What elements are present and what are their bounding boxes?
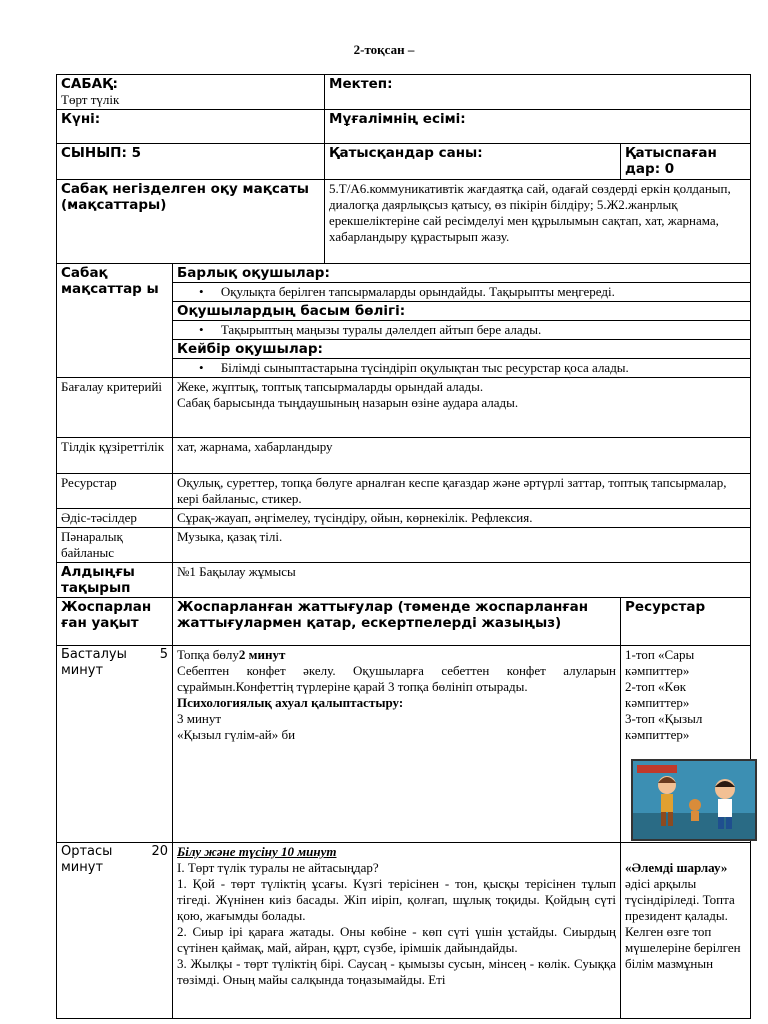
cartoon-illustration (633, 761, 755, 839)
assessment-label: Бағалау критерийі (61, 379, 163, 394)
teacher-label: Мұғалімнің есімі: (329, 111, 466, 127)
cartoon-dance-image (631, 759, 757, 841)
plan-resources-header: Ресурстар (625, 599, 706, 615)
start-paragraph: Себептен конфет әкелу. Оқушыларға себеттен конфет алуларын сұраймын.Конфеттің түрлеріне қарай 3 топқа бөлініп отырады. (177, 663, 617, 694)
dance-activity: «Қызыл гүлім-ай» би (177, 727, 296, 742)
some-students-heading: Кейбір оқушылар: (177, 341, 323, 357)
lesson-label: САБАҚ: (61, 76, 118, 92)
assessment-line-1: Жеке, жұптық, топтық тапсырмаларды орындай алады. (177, 379, 484, 394)
all-students-heading: Барлық оқушылар: (177, 265, 330, 281)
planned-time-header: Жоспарлан ған уақыт (61, 599, 152, 631)
resources-value: Оқулық, суреттер, топқа бөлуге арналған кеспе қағаздар және әртүрлі заттар, топтық тапсырмалар, кері байланыс, стикер. (177, 475, 727, 506)
middle-paragraph-1: 1. Қой - төрт түліктің ұсағы. Күзгі терісінен - тон, қысқы терісінен тұлып тігеді. Жүнінен киіз басады. Жіп иіріп, қолғап, шұлық тоқиды. Қойдың сүті қою, жағымды болады. (177, 876, 617, 923)
some-students-item: Білімді сыныптастарына түсіндіріп оқулықтан тыс ресурстар қоса алады. (220, 360, 629, 375)
school-cell (325, 75, 751, 110)
present-label: Қатысқандар саны: (329, 145, 483, 161)
psych-duration: 3 минут (177, 711, 222, 726)
assessment-line-2: Сабақ барысында тыңдаушының назарын өзіне аудара алады. (177, 395, 519, 410)
group-1-resource: 1-топ «Сары кәмпиттер» (625, 647, 695, 678)
learning-goals-text: 5.Т/А6.коммуникативтік жағдаятқа сай, одағай сөздерді еркін қолданып, диалогқа даярлықсыз қатысу, өз пікірін білдіру; 5.Ж2.жанрлық ерекшеліктеріне сай ресімделуі мен құрылымын сақтап, хат, жарнама, хабарландыру құрастырып жазу. (329, 181, 731, 244)
language-value: хат, жарнама, хабарландыру (177, 439, 333, 454)
middle-paragraph-3: 3. Жылқы - төрт түліктің бірі. Саусаң - қымызы сусын, мінсең - көлік. Суыққа төзімді. Оның майы салқында тоңазымайды. Еті (177, 956, 617, 987)
middle-time: Ортасы 20 минут (61, 844, 168, 875)
lesson-value: Төрт түлік (61, 92, 120, 107)
lesson-cell (57, 75, 325, 110)
world-tour-method: «Әлемді шарлау» (625, 860, 728, 875)
most-students-item: Тақырыптың маңызы туралы дәлелдеп айтып бере алады. (220, 322, 542, 337)
group-2-resource: 2-топ «Көк кәмпиттер» (625, 679, 690, 710)
world-tour-description: әдісі арқылы түсіндіріледі. Топта президент қалады. Келген өзге топ мүшелеріне берілген білім мазмұнын (625, 876, 741, 971)
objectives-label: Сабақ мақсаттар ы (61, 265, 159, 297)
school-label: Мектеп: (329, 76, 393, 92)
prior-topic-value: №1 Бақылау жұмысы (177, 564, 296, 579)
start-time: Басталуы 5 минут (61, 647, 168, 678)
middle-section-title: Білу және түсіну 10 минут (177, 844, 337, 859)
class-label: СЫНЫП: 5 (61, 145, 141, 161)
absent-label: Қатыспаған дар: 0 (625, 145, 717, 177)
resources-label: Ресурстар (61, 475, 117, 490)
date-label: Күні: (61, 111, 101, 127)
interdisciplinary-value: Музыка, қазақ тілі. (177, 529, 283, 544)
lesson-plan-table: САБАҚ: Төрт түлік Мектеп: Күні: Мұғалімнің есімі: СЫНЫП: 5 Қатысқандар саны: Қатыспаған дар: 0 Сабақ негізделген оқу мақсаты (мақсаттары) 5.Т/А6.коммуникативтік жағдаятқа сай, одағай сөздерді еркін қолданып, диалогқа даярлықсыз қатысу, өз пікірін білдіру; 5.Ж2.жанрлық ерекшеліктеріне сай ресімделуі мен құрылымын сақтап, хат, жарнама, хабарландыру құрастырып жазу. Сабақ мақсаттар ы Барлық оқушылар: • Оқулықта берілген тапсырмаларды орындайды. Тақырыпты меңгереді. Оқушылардың басым бөлігі: • Тақырыптың маңызы туралы дәлелдеп айтып бере алады. Кейбір оқушылар: • Білімді сыныптастарына түсіндіріп оқулықтан тыс ресурстар қоса алады. Бағалау критерийі Жеке, жұптық, топтық тапсырмаларды орындай алады. Сабақ барысында тыңдаушының назарын өзіне аудара алады. Тілдік құзіреттілік хат, жарнама, хабарландыру Ресурстар Оқулық, суреттер, топқа бөлуге арналған кеспе қағаздар және әртүрлі заттар, топтық тапсырмалар, кері байланыс, стикер. Әдіс-тәсілдер Сұрақ-жауап, әңгімелеу, түсіндіру, ойын, көрнекілік. Рефлексия. Пәнаралық байланыс Музыка, қазақ тілі. Алдыңғы тақырып №1 Бақылау жұмысы Жоспарлан ған уақыт Жоспарланған жаттығулар (төменде жоспарланған жаттығулармен қатар, ескертпелерді жазыңыз) Ресурстар Басталуы 5 минут Топқа бөлу2 минут Себептен конфет әкелу. Оқушыларға себеттен конфет алуларын сұраймын.Конфеттің түрлеріне қарай 3 топқа бөлініп отырады. Психологиялық ахуал қалыптастыру: 3 минут «Қызыл гүлім-ай» би 1-топ «Сары кәмпиттер» 2-топ «Көк кәмпиттер» 3-топ «Қызыл кәмпиттер» Ортасы 20 минут Білу және түсіну 10 минут І. Төрт түлік туралы не айтасыңдар? 1. Қой - төрт түліктің ұсағы. Күзгі терісінен - тон, қысқы терісінен тұлып тігеді. Жүнінен киіз басады. Жіп иіріп, қолғап, шұлық тоқиды. Қойдың сүті қою, жағымды болады. 2. Сиыр ірі қараға жатады. Оны көбіне - көп сүті үшін ұстайды. Сиырдың сүтінен қаймақ, май, айран, құрт, сүзбе, ірімшік дайындайды. 3. Жылқы - төрт түліктің бірі. Саусаң - қымызы сусын, мінсең - көлік. Суыққа төзімді. Оның майы салқында тоңазымайды. Еті «Әлемді шарлау» әдісі арқылы түсіндіріледі. Топта президент қалады. Келген өзге топ мүшелеріне берілген білім мазмұнын (56, 74, 751, 1019)
planned-activities-header: Жоспарланған жаттығулар (төменде жоспарланған жаттығулармен қатар, ескертпелерді жазыңыз) (177, 599, 589, 631)
group-split-label: Топқа бөлу (177, 647, 239, 662)
most-students-heading: Оқушылардың басым бөлігі: (177, 303, 406, 319)
psych-climate-heading: Психологиялық ахуал қалыптастыру: (177, 695, 404, 710)
middle-question: І. Төрт түлік туралы не айтасыңдар? (177, 860, 379, 875)
language-label: Тілдік құзіреттілік (61, 439, 165, 454)
interdisciplinary-label: Пәнаралық байланыс (61, 529, 123, 560)
prior-topic-label: Алдыңғы тақырып (61, 564, 135, 596)
methods-value: Сұрақ-жауап, әңгімелеу, түсіндіру, ойын, көрнекілік. Рефлексия. (177, 510, 533, 525)
all-students-item: Оқулықта берілген тапсырмаларды орындайды. Тақырыпты меңгереді. (220, 284, 615, 299)
group-3-resource: 3-топ «Қызыл кәмпиттер» (625, 711, 703, 742)
methods-label: Әдіс-тәсілдер (61, 510, 137, 525)
middle-paragraph-2: 2. Сиыр ірі қараға жатады. Оны көбіне - көп сүті үшін ұстайды. Сиырдың сүтінен қаймақ, май, айран, құрт, сүзбе, ірімшік дайындайды. (177, 924, 617, 955)
group-split-duration: 2 минут (238, 647, 286, 662)
page-header: 2-тоқсан – (353, 42, 415, 57)
learning-goals-label: Сабақ негізделген оқу мақсаты (мақсаттары) (61, 181, 309, 213)
